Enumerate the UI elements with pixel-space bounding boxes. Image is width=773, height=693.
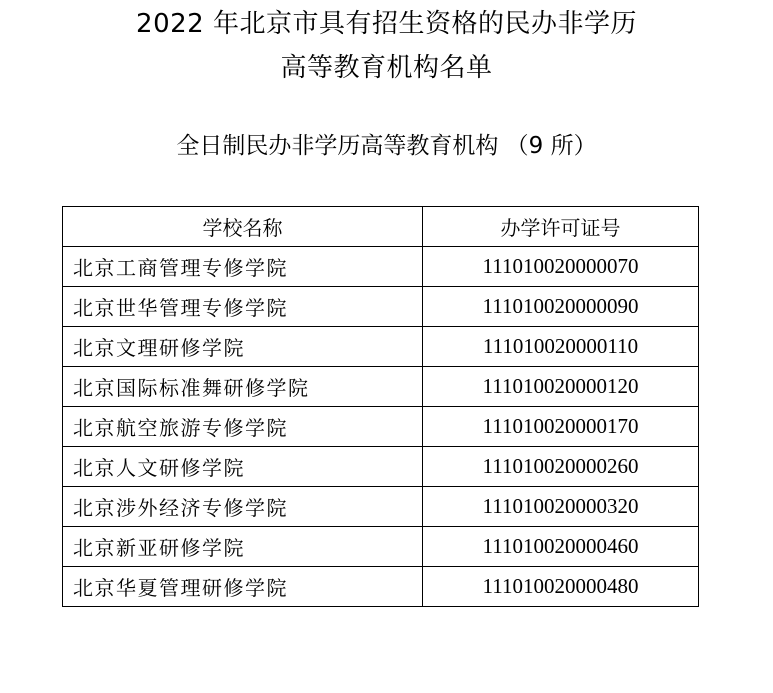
license-number-cell: 111010020000120: [423, 367, 699, 407]
institution-table: [62, 206, 699, 607]
license-number-cell: 111010020000260: [423, 447, 699, 487]
license-number-cell: 111010020000070: [423, 247, 699, 287]
table-row: [63, 407, 699, 447]
table-row: [63, 287, 699, 327]
school-name-cell: 北京新亚研修学院: [63, 527, 423, 567]
school-name-cell: 北京国际标准舞研修学院: [63, 367, 423, 407]
school-name-cell: 北京工商管理专修学院: [63, 247, 423, 287]
document-title-line-1: 2022 年北京市具有招生资格的民办非学历: [136, 9, 637, 39]
table-row: [63, 527, 699, 567]
document-title-line-2: 高等教育机构名单: [280, 53, 493, 83]
school-name-cell: 北京航空旅游专修学院: [63, 407, 423, 447]
table-row: [63, 247, 699, 287]
table-row: [63, 567, 699, 607]
license-number-cell: 111010020000320: [423, 487, 699, 527]
section-subtitle: 全日制民办非学历高等教育机构 （9 所）: [176, 133, 597, 159]
school-name-cell: 北京涉外经济专修学院: [63, 487, 423, 527]
column-header-school-name: 学校名称: [63, 207, 423, 247]
school-name-cell: 北京华夏管理研修学院: [63, 567, 423, 607]
table-row: [63, 327, 699, 367]
table-row: [63, 367, 699, 407]
school-name-cell: 北京世华管理专修学院: [63, 287, 423, 327]
school-name-cell: 北京文理研修学院: [63, 327, 423, 367]
license-number-cell: 111010020000170: [423, 407, 699, 447]
table-row: [63, 447, 699, 487]
school-name-cell: 北京人文研修学院: [63, 447, 423, 487]
column-header-license-number: 办学许可证号: [423, 207, 699, 247]
license-number-cell: 111010020000460: [423, 527, 699, 567]
license-number-cell: 111010020000110: [423, 327, 699, 367]
table-row: [63, 487, 699, 527]
table-header-row: [63, 207, 699, 247]
license-number-cell: 111010020000090: [423, 287, 699, 327]
license-number-cell: 111010020000480: [423, 567, 699, 607]
